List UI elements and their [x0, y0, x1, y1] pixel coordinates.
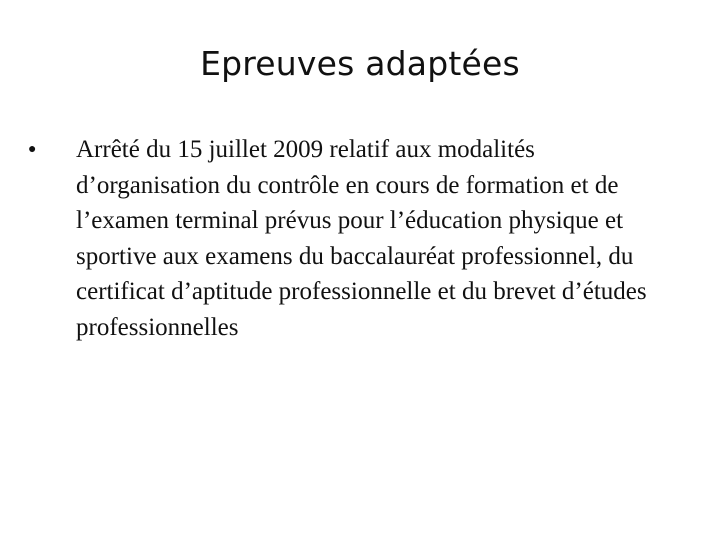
bullet-list	[28, 132, 678, 345]
slide-title: Epreuves adaptées	[200, 44, 520, 83]
bullet-dot-icon: ●	[28, 142, 37, 157]
bullet-item	[28, 132, 678, 345]
bullet-text: Arrêté du 15 juillet 2009 relatif aux modalités d’organisation du contrôle en cours de formation et de l’examen terminal prévus pour l’éducation physique et sportive aux examens du baccalauréat professionnel, du certificat d’aptitude professionnelle et du brevet d’études professionnelles	[76, 136, 647, 341]
